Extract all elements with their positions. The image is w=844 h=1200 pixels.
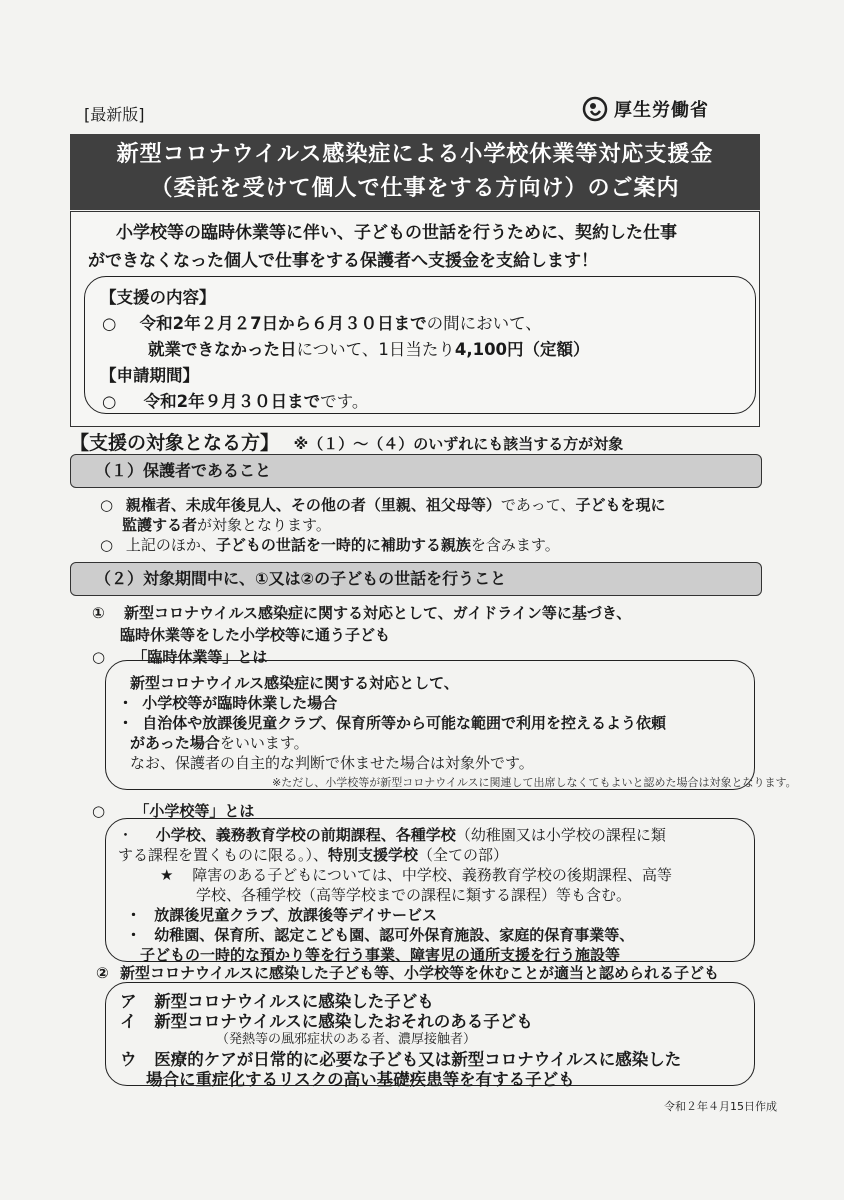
- bullet-mark: ○: [102, 392, 117, 411]
- s1-other: 上記のほか、: [125, 536, 216, 554]
- support-content-heading: 【支援の内容】: [100, 288, 216, 307]
- school-heading-label: 「小学校等」とは: [134, 802, 255, 820]
- bullet-mark: ○: [92, 802, 106, 820]
- support-content-line-2: [148, 336, 590, 360]
- school-types: 小学校、義務教育学校の前期課程、各種学校: [155, 826, 456, 844]
- s1-include: を含みます。: [470, 536, 560, 554]
- case-1-line-2: 臨時休業等をした小学校等に通う子ども: [120, 626, 391, 644]
- item-marker: イ: [120, 1012, 137, 1031]
- school-line-4: 学校、各種学校（高等学校までの課程に類する課程）等も含む。: [196, 886, 632, 904]
- closure-heading-label: 「臨時休業等」とは: [132, 648, 268, 666]
- target-heading: [70, 428, 623, 455]
- closure-line-2: [118, 692, 337, 713]
- school-line-7: 子どもの一時的な預かり等を行う事業、障害児の通所支援を行う施設等: [140, 946, 621, 964]
- bullet-mark: ○: [92, 648, 106, 666]
- closure-line-1: 新型コロナウイルス感染症に関する対応として、: [130, 674, 459, 692]
- bullet-mark: ・: [118, 826, 134, 844]
- closure-case-request-end: があった場合: [130, 734, 220, 752]
- bullet-mark: ・: [126, 926, 142, 944]
- target-heading-note: ※（１）～（４）のいずれにも該当する方が対象: [293, 435, 624, 453]
- support-condition: 就業できなかった日: [148, 340, 297, 359]
- s1-relatives: 子どもの世話を一時的に補助する親族: [215, 536, 471, 554]
- s1-guardian-types: 親権者、未成年後見人、その他の者（里親、祖父母等）: [125, 496, 501, 514]
- bullet-mark: ・: [118, 714, 134, 732]
- child-case-2: [96, 962, 719, 983]
- item-marker: ア: [120, 992, 137, 1011]
- school-line-2: [118, 844, 508, 865]
- item-marker: ウ: [120, 1050, 137, 1069]
- section-1-band: （１）保護者であること: [70, 454, 762, 488]
- case-2-item-u-text-1: 医療的ケアが日常的に必要な子ども又は新型コロナウイルスに感染した: [154, 1050, 682, 1069]
- closure-line-3: [118, 712, 666, 733]
- childcare-facilities: 幼稚園、保育所、認定こども園、認可外保育施設、家庭的保育事業等、: [154, 926, 635, 944]
- ministry-logo: [582, 96, 709, 122]
- school-line-3: [160, 864, 672, 885]
- ministry-name: 厚生労働省: [614, 100, 709, 121]
- intro-line-2: ができなくなった個人で仕事をする保護者へ支援金を支給します！: [88, 251, 598, 271]
- star-icon: ★: [160, 866, 174, 884]
- target-heading-label: 【支援の対象となる方】: [70, 432, 280, 454]
- title-banner: [70, 134, 760, 210]
- support-amount: 4,100円（定額）: [454, 340, 590, 359]
- support-period-suffix: の間において、: [426, 314, 542, 333]
- child-case-1: [92, 602, 631, 623]
- case-2-item-i-note: （発熱等の風邪症状のある者、濃厚接触者）: [216, 1032, 477, 1047]
- case-number: ①: [92, 604, 105, 622]
- title-line-2: （委託を受けて個人で仕事をする方向け）のご案内: [150, 176, 680, 201]
- school-types-note-cont: する課程を置くものに限る。）、: [118, 846, 329, 864]
- case-2-item-i-text: 新型コロナウイルスに感染したおそれのある子ども: [154, 1012, 533, 1031]
- title-line-1: 新型コロナウイルス感染症による小学校休業等対応支援金: [116, 142, 714, 167]
- s1-line-1-cont: [122, 514, 331, 535]
- after-school-clubs: 放課後児童クラブ、放課後等デイサービス: [154, 906, 438, 924]
- s1-connector: であって、: [500, 496, 576, 514]
- application-deadline: 令和2年９月３０日まで: [143, 392, 321, 411]
- intro-line-1: 小学校等の臨時休業等に伴い、子どもの世話を行うために、契約した仕事: [116, 223, 677, 243]
- bullet-mark: ・: [118, 694, 134, 712]
- bullet-mark: ○: [100, 496, 114, 514]
- closure-note: ※ただし、小学校等が新型コロナウイルスに関連して出席しなくてもよいと認めた場合は対象となります。: [272, 776, 797, 789]
- closure-line-4: [130, 732, 309, 753]
- edition-tag: [最新版]: [84, 105, 145, 124]
- case-number: ②: [96, 964, 109, 982]
- special-support-school: 特別支援学校: [328, 846, 419, 864]
- case-1-line-1: 新型コロナウイルス感染症に関する対応として、ガイドライン等に基づき、: [123, 604, 632, 622]
- application-deadline-suffix: です。: [320, 392, 369, 411]
- case-2-line: 新型コロナウイルスに感染した子ども等、小学校等を休むことが適当と認められる子ども: [119, 964, 720, 982]
- school-line-6: [126, 924, 634, 945]
- school-line-1: [118, 824, 666, 845]
- s1-target-suffix: が対象となります。: [197, 516, 331, 534]
- bullet-mark: ・: [126, 906, 142, 924]
- special-support-note: （全ての部）: [418, 846, 509, 864]
- school-line-5: [126, 904, 437, 925]
- disability-note: 障害のある子どもについては、中学校、義務教育学校の後期課程、高等: [192, 866, 672, 884]
- s1-line-1: [100, 494, 665, 515]
- case-2-item-u-text-2: 場合に重症化するリスクの高い基礎疾患等を有する子ども: [146, 1070, 575, 1089]
- created-date: 令和２年４月15日作成: [664, 1100, 777, 1113]
- application-period-line: [102, 388, 368, 412]
- closure-line-5: なお、保護者の自主的な判断で休ませた場合は対象外です。: [130, 754, 534, 772]
- section-2-band: （２）対象期間中に、①又は②の子どもの世話を行うこと: [70, 562, 762, 596]
- s1-custodian: 監護する者: [122, 516, 198, 534]
- support-period-dates: 令和2年２月２7日から６月３０日まで: [139, 314, 427, 333]
- closure-case-school: 小学校等が臨時休業した場合: [142, 694, 338, 712]
- s1-custody: 子どもを現に: [575, 496, 666, 514]
- closure-case-request: 自治体や放課後児童クラブ、保育所等から可能な範囲で利用を控えるよう依頼: [142, 714, 667, 732]
- support-content-line-1: [102, 310, 542, 334]
- intro-text: [88, 219, 748, 275]
- bullet-mark: ○: [102, 314, 117, 333]
- ministry-logo-icon: [582, 96, 608, 122]
- support-per-day: について、1日当たり: [296, 340, 455, 359]
- case-2-item-a-text: 新型コロナウイルスに感染した子ども: [154, 992, 434, 1011]
- bullet-mark: ○: [100, 536, 114, 554]
- s1-line-2: [100, 534, 560, 555]
- school-types-note: （幼稚園又は小学校の課程に類: [455, 826, 666, 844]
- closure-suffix: をいいます。: [219, 734, 309, 752]
- application-period-heading: 【申請期間】: [100, 366, 199, 385]
